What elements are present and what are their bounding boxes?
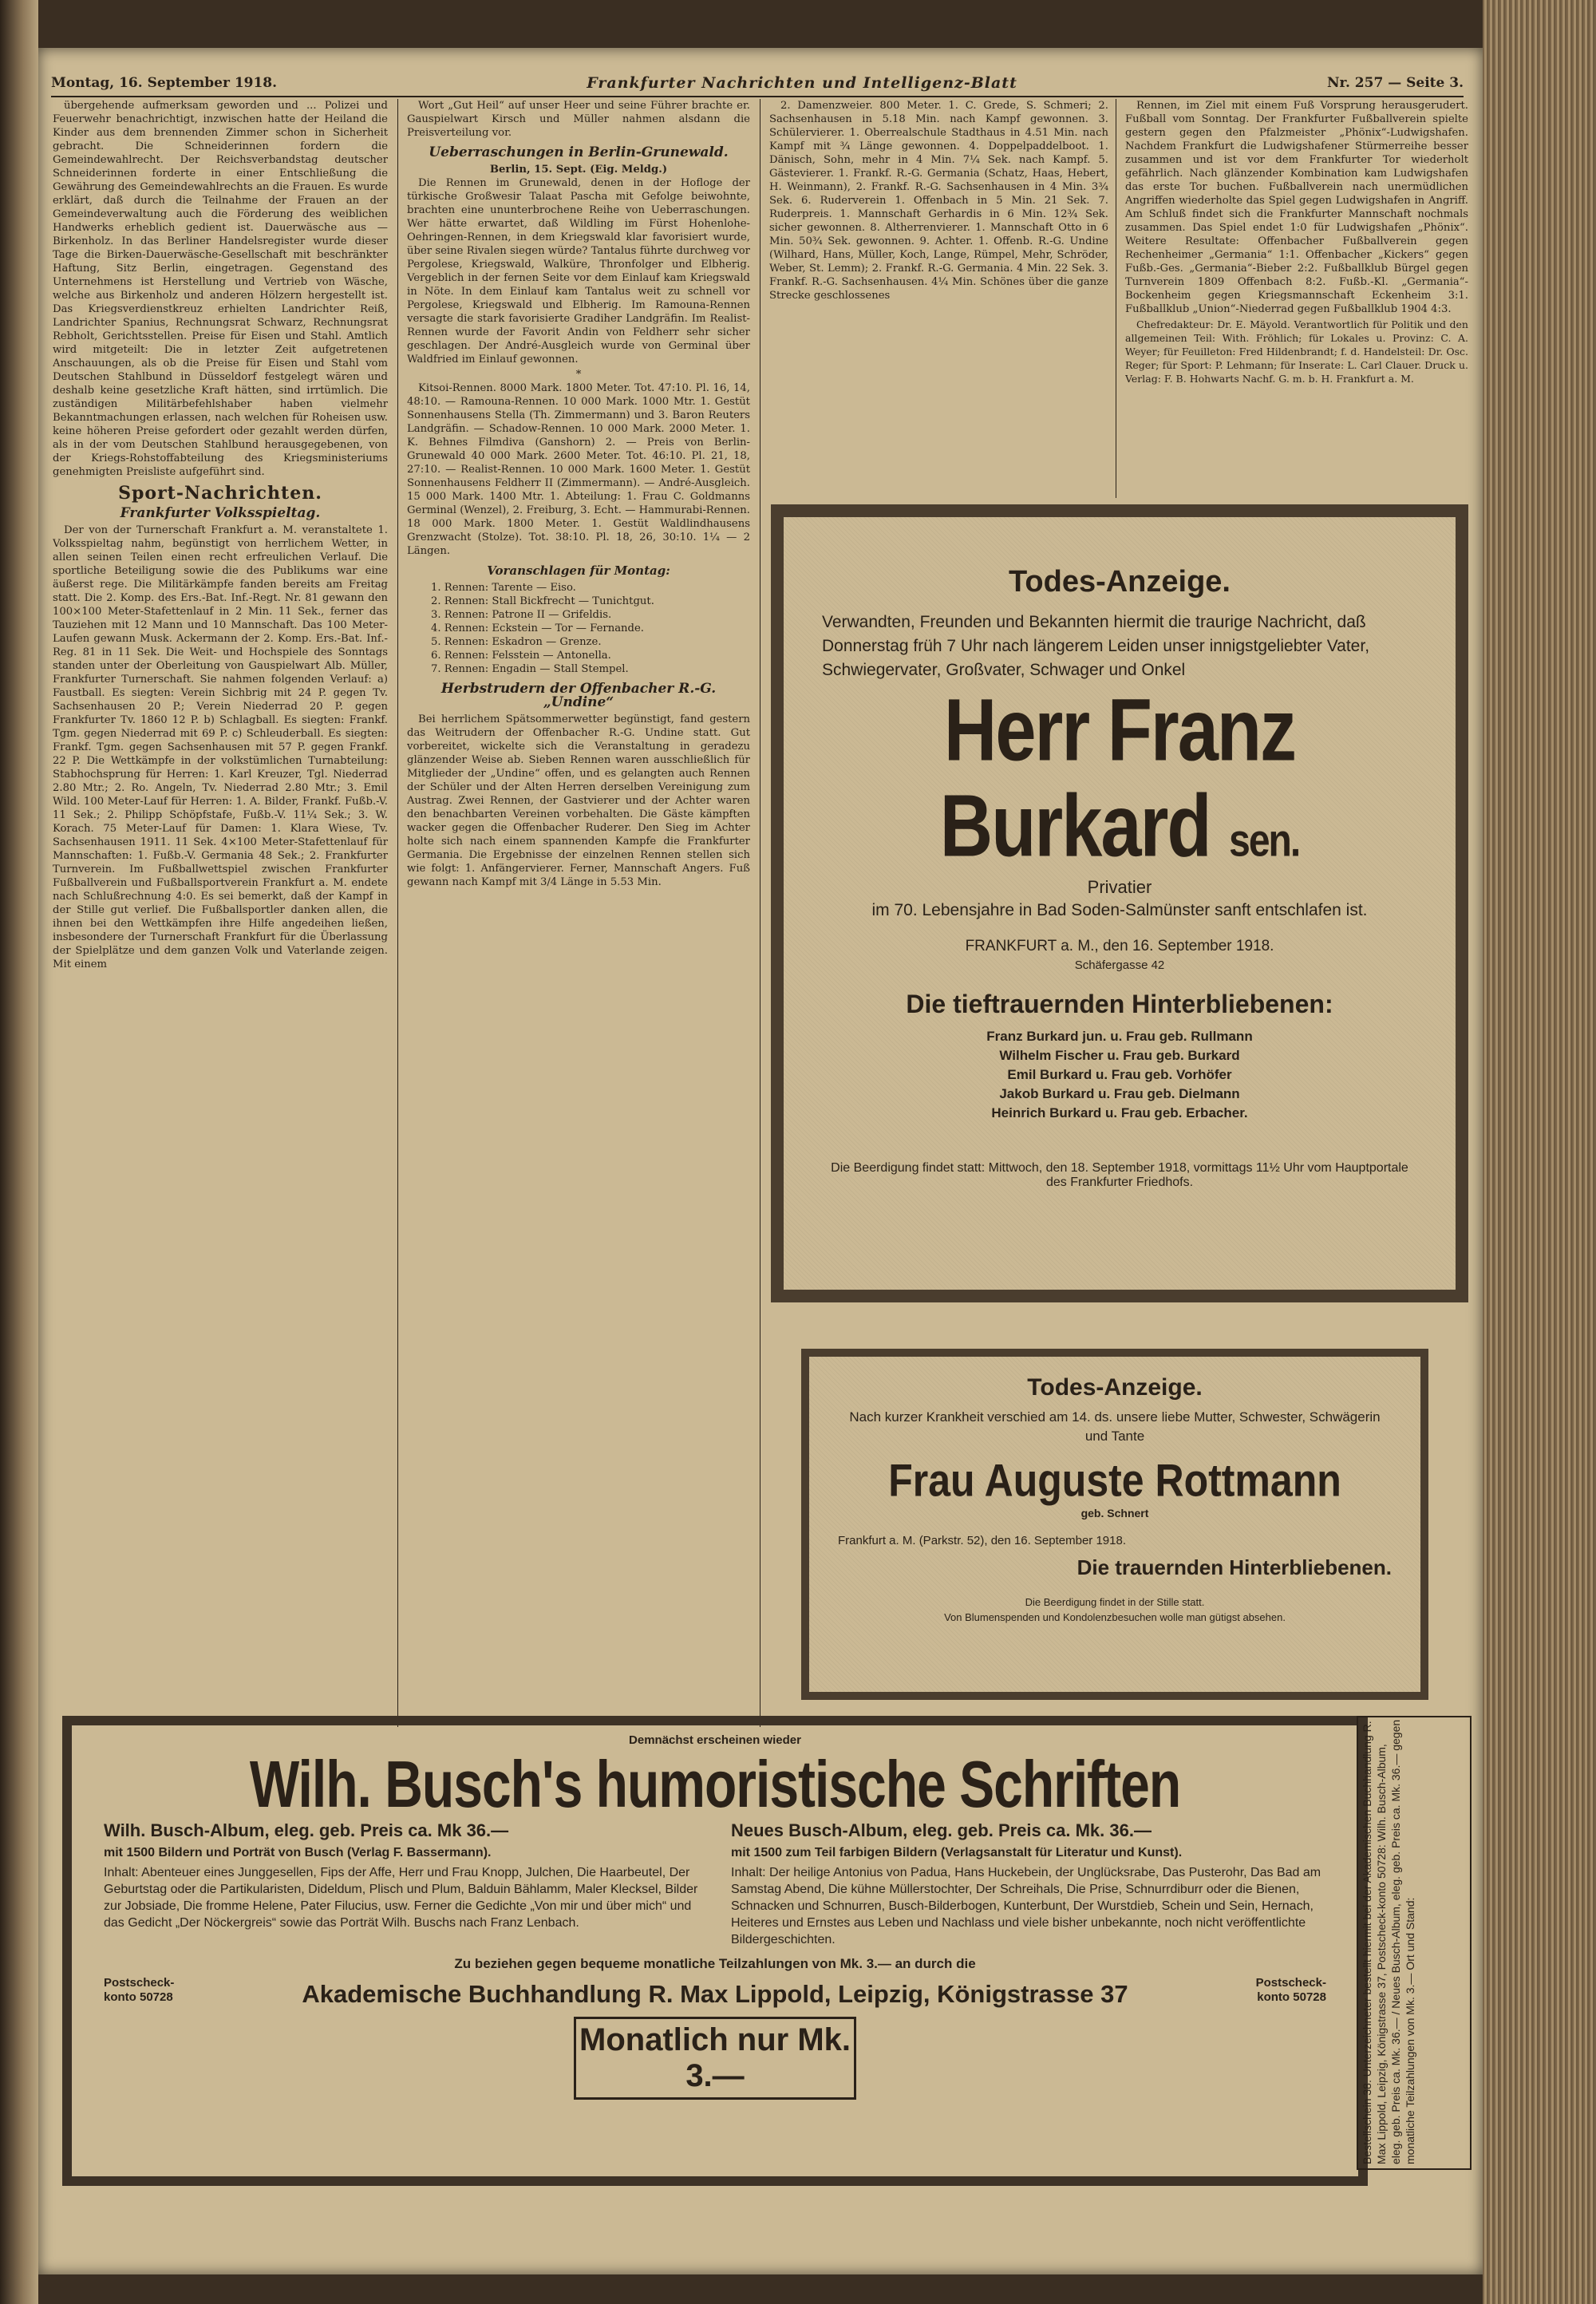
col1-sport-text: Der von der Turnerschaft Frankfurt a. M. veranstaltete 1. Volksspieltag nahm, begünstigt von herrlichem Wetter, in allen seinen Teilen einen recht erfreulichen Verlauf. Die sportliche Beteiligung sowie die des Publikums war eine äußerst rege. Die Militärkämpfe fanden bereits am Freitag statt. Die 2. Komp. des Ers.-Bat. Inf.-Regt. Nr. 81 gewann den 100×100 Meter-Stafettenlauf in 2 Min. 11 Sek., ferner das Tauziehen mit 12 Mann und 10 Mannschaft. Das 100 Meter-Laufen gewann Musk. Ackermann der 2. Komp. Ers.-Bat. Inf.-Reg. 81 in 11 Sek. Die Weit- und Hochspiele des Sonntags standen unter der Oberleitung von Gauspielwart Alb. Müller, Frankfurter Turnerschaft. Sie nahmen folgenden Verlauf: a) Faustball. Es siegten: Verein Sichbrig mit 24 P. gegen Tv. Sachsenhausen 20 P.; Verein Niederrad 20 P. gegen Frankfurter Tv. 1860 12 P. b) Schlagball. Es siegten: Frankf. Tgm. gegen Niederrad mit 69 P. c) Schleuderball. Es siegten: Frankf. Tgm. gegen Sachsenhausen mit 57 P. gegen Frankf. 22 P. Die Wettkämpfe in der volkstümlichen Turnabteilung: Stabhochsprung für Herren: 1. Karl Kreuzer, Tgl. Niederrad 2.80 Mtr.; 2. Ro. Angeln, Tv. Niederrad 2.80 Mtr.; 3. Emil Wild. 100 Meter-Lauf für Herren: 1. A. Bilder, Frankf. Fußb.-V. 11 Sek.; 2. Philipp Schöpfstafe, Fußb.-V. 11¼ Sek.; 3. W. Korach. 75 Meter-Lauf für Damen: 1. Klara Wiese, Tv. Sachsenhausen 1911. 11 Sek. 4×100 Meter-Stafettenlauf für Mannschaften: 1. Fußb.-V. Germania 48 Sek.; 2. Frankfurter Turnverein. Im Fußballwettspiel zwischen Frankfurter Fußballverein und Fußballsportverein Frankfurt a. M. endete nach Schlußrechnung 4:0. Es sei bemerkt, daß der Kampf in der Stille gut verlief. Die Fußballsportler danken allen, die ihnen bei den Wettkämpfen ihre Hilfe angedeihen ließen, insbesondere der Turnerschaft Frankfurt für die Überlassung der Spielplätze und dem ganzen Volk und Vaterlande zeigen. Mit einem	[53, 524, 388, 970]
funeral-info: Die Beerdigung findet statt: Mittwoch, den 18. September 1918, vormittags 11½ Uhr vom Hauptportale des Frankfurter Friedhofs.	[831, 1161, 1408, 1189]
race-results: Kitsoi-Rennen. 8000 Mark. 1800 Meter. Tot. 47:10. Pl. 16, 14, 48:10. — Ramouna-Rennen. 10 000 Mark. 1000 Mtr. 1. Gestüt Sonnenhausens Stella (Th. Zimmermann) und 3. Baron Reuters Landgräfin. — Schadow-Rennen. 10 000 Mark. 2000 Meter. 1. K. Behnes Filmdiva (Ganshorn) 2. — Preis von Berlin-Grunewald 40 000 Mark. 2600 Meter. Tot. 46:10. Pl. 21, 18, 27:10. — Realist-Rennen. 10 000 Mark. 1600 Meter. 1. Gestüt Sonnenhausens Feldherr II (Zimmermann). — André-Ausgleich. 15 000 Mark. 1400 Mtr. 1. Abteilung: 1. Frau C. Goldmanns Germinal (Wenzel), 2. Freiburg, 3. Echt. — Hammurabi-Rennen. 18 000 Mark. 1800 Meter. 1. Gestüt Waldlindhausens Grenzwacht (Stolze). Tot. 38:10. Pl. 18, 26, 30:10. 1¼ — 2 Längen.	[407, 382, 750, 557]
album-left-sub: mit 1500 Bildern und Porträt von Busch (Verlag F. Bassermann).	[104, 1846, 492, 1859]
place-date: Frankfurt a. M. (Parkstr. 52), den 16. September 1918.	[838, 1534, 1127, 1547]
column-1	[53, 99, 388, 1727]
program-item: 3. Rennen: Patrone II — Grifeldis.	[431, 609, 612, 621]
monthly-price: Monatlich nur Mk. 3.—	[574, 2017, 856, 2100]
program-item: 2. Rennen: Stall Bickfrecht — Tunichtgut.	[431, 595, 654, 607]
notice-intro: Verwandten, Freunden und Bekannten hiermit die traurige Nachricht, daß Donnerstag früh 7 Uhr nach längerem Leiden unser innigstgeliebter Vater, Schwiegervater, Großvater, Schwager und Onkel	[822, 613, 1370, 679]
installment-line: Zu beziehen gegen bequeme monatliche Teilzahlungen von Mk. 3.— an durch die	[454, 1956, 976, 1971]
header-date: Montag, 16. September 1918.	[51, 75, 278, 91]
deceased-name-text: Herr Franz Burkard	[939, 682, 1296, 875]
album-right-sub: mit 1500 zum Teil farbigen Bildern (Verlagsanstalt für Literatur und Kunst).	[731, 1846, 1183, 1859]
masthead: Frankfurter Nachrichten und Intelligenz-Blatt	[587, 74, 1017, 92]
album-right	[731, 1822, 1326, 1948]
page-header	[51, 70, 1464, 97]
sport-subheading: Frankfurter Volksspieltag.	[120, 505, 321, 521]
mourner: Heinrich Burkard u. Frau geb. Erbacher.	[991, 1105, 1248, 1120]
program-item: 4. Rennen: Eckstein — Tor — Fernande.	[431, 622, 644, 634]
dateline: Berlin, 15. Sept. (Eig. Meldg.)	[489, 164, 668, 176]
column-2	[407, 99, 750, 1727]
grunewald-text: Die Rennen im Grunewald, denen in der Hofloge der türkische Großwesir Talaat Pascha mit Gefolge beiwohnte, brachten eine ununterbrochene Reihe von Ueberraschungen. Wer hätte erwartet, daß Wildling im Fürst Hohenlohe-Oehringen-Rennen, in dem Kriegswald klar favorisiert wurde, über seine Rivalen siegen würde? Tantalus führte durchweg vor Pergolese, Kriegswald, Walküre, Thronfolger und Elbherig. Vergeblich in der fernen Seite vor dem Einlauf kam Kriegswald in Nöte. In dem Einlauf kam Tantalus weit zu schnell vor Pergolese, Kriegswald und Elbherig. Im Ramouna-Rennen versagte die stark favorisierte Gradiher Landgräfin. Im Realist-Rennen wurde der Favorit Andin von Feldherr sehr sicher geschlagen. Der André-Ausgleich wurde von Germinal über Waldfried im Einlauf gewonnen.	[407, 177, 750, 366]
postscheck-left: Postscheck-konto 50728	[104, 1976, 175, 2004]
page-stack-edge	[1483, 0, 1596, 2304]
announcement: Demnächst erscheinen wieder	[629, 1733, 801, 1747]
program-item: 1. Rennen: Tarente — Eiso.	[431, 582, 576, 594]
column-3	[769, 99, 1108, 498]
ad-title: Wilh. Busch's humoristische Schriften	[249, 1746, 1181, 1821]
grunewald-heading: Ueberraschungen in Berlin-Grunewald.	[429, 144, 729, 160]
col4-text: Rennen, im Ziel mit einem Fuß Vorsprung herausgerudert. Fußball vom Sonntag. Der Frankfurter Fußballverein spielte gestern gegen den Pfalzmeister „Phönix“-Ludwigshafen. Nachdem Frankfurt die Ludwigshafener Stürmerreihe besser zusammen und ist vor dem Frankfurter Tor wiederholt gefährlich. Nach glänzender Kombination kam Ludwigshafen das erste Tor buchen. Fußballverein nach unermüdlichen Angriffen wiederholte das Spiel gegen Ludwigshafen in Angriff. Am Schluß findet sich die Frankfurter Mannschaft nochmals zusammen. Das Spiel endet 1:0 für Ludwigshafen „Phönix“. Weitere Resultate: Offenbacher Fußballverein gegen Rechenheimer „Germania“ 1:1. Offenbacher „Kickers“ gegen Fußb.-Ges. „Germania“-Bieber 2:2. Fußballklub Bürgel gegen Turnverein 1809 Offenbach 8:2. Fußb.-Kl. „Germania“-Bockenheim gegen Kriegsmannschaft Eckenheim 3:1. Fußballklub „Union“-Niederrad gegen Fußballklub 1904 4:3.	[1125, 100, 1468, 315]
address: Schäfergasse 42	[1074, 958, 1165, 972]
page-gutter-left	[0, 0, 38, 2304]
album-left-contents: Inhalt: Abenteuer eines Junggesellen, Fips der Affe, Herr und Frau Knopp, Julchen, Die Haarbeutel, Der Geburtstag oder die Partikularisten, Dideldum, Plisch und Plum, Balduin Bählamm, Maler Klecksel, Bilder zur Jobsiade, Die fromme Helene, Pater Filucius, usw. Ferner die Gedichte „Von mir und über mich“ und das Gedicht „Der Nöckergreis“ sowie das Porträt Wilh. Buschs nach Franz Lenbach.	[104, 1866, 698, 1930]
order-form[interactable]	[1357, 1716, 1472, 2170]
publisher: Akademische Buchhandlung R. Max Lippold, Leipzig, Königstrasse 37	[302, 1980, 1128, 2008]
undine-text: Bei herrlichem Spätsommerwetter begünstigt, fand gestern das Weitrudern der Offenbacher R.-G. Undine statt. Gut vorbereitet, wickelte sich die Veranstaltung in geradezu glänzender Weise ab. Sieben Rennen waren ausschließlich für Mitglieder der „Undine“ offen, und es gelangten auch Rennen der Schüler und der Alten Herren derselben Vereinigung zum Austrag. Zwei Rennen, der Gastvierer und der Achter waren den benachbarten Vereinen vorbehalten. Die Gäste kämpften wacker gegen die Offenbacher Ruderer. Den Sieg im Achter holte sich nach einem spannenden Kampfe die Frankfurter Germania. Die Ergebnisse der einzelnen Rennen stellen sich wie folgt: 1. Anfängervierer. Ferner, Mannschaft Angers. Fuß gewann nach Kampf mit 3/4 Länge in 5.53 Min.	[407, 713, 750, 888]
sport-heading: Sport-Nachrichten.	[118, 483, 322, 504]
column-4	[1125, 99, 1468, 498]
album-right-title: Neues Busch-Album, eleg. geb. Preis ca. Mk. 36.—	[731, 1820, 1152, 1840]
program-item: 6. Rennen: Felsstein — Antonella.	[431, 650, 611, 662]
program-item: 7. Rennen: Engadin — Stall Stempel.	[431, 663, 629, 675]
maiden-name: geb. Schnert	[1080, 1507, 1149, 1520]
mourner: Jakob Burkard u. Frau geb. Dielmann	[999, 1086, 1240, 1101]
album-columns	[104, 1822, 1326, 1948]
col1-text-top: übergehende aufmerksam geworden und ... Polizei und Feuerwehr benachrichtigt, inzwischen hatte der Heiland die Kinder aus dem brennenden Zimmer schon in Sicherheit gebracht. Die Schneiderinnen fordern die Gemeindewahlrecht. Der Reichsverbandstag deutscher Schneiderinnen forderte in einer Entschließung die Gewährung des Gemeindewahlrechts an die Frauen. Es wurde erklärt, daß durch die Teilnahme der Frauen an der Gemeindeverwaltung auch die Förderung des weiblichen Handwerks erheblich gedient ist. Dauerwäsche aus — Birkenholz. In das Berliner Handelsregister wurde dieser Tage die Birken-Dauerwäsche-Gesellschaft mit beschränkter Haftung, Sitz Berlin, eingetragen. Gegenstand des Unternehmens ist Herstellung und Vertrieb von Wäsche, welche aus Birkenholz und anderen Hölzern hergestellt ist. Das Kriegsverdienstkreuz erhielten Landrichter Reiß, Landrichter Spanius, Rechnungsrat Schwarz, Rechnungsrat Rebholt, Gerichtsstellen. Preise für Eisen und Stahl. Amtlich wird mitgeteilt: Die in letzter Zeit aufgetretenen Anschauungen, als ob die Preise für Eisen und Stahl vom Deutschen Stahlbund in Düsseldorf festgelegt wären und deshalb keine gesetzliche Kraft hätten, sind irrtümlich. Die zuständigen Militärbefehlshaber haben vielmehr Bekanntmachungen erlassen, nach welchen für Roheisen usw. keine höheren Preise gefordert oder gezahlt werden dürfen, als in der vom Deutschen Stahlbund herausgegebenen, von der Kriegs-Rohstoffabteilung des Kriegsministeriums genehmigten Preisliste aufgeführt sind.	[53, 100, 388, 478]
notice-title: Todes-Anzeige.	[1009, 565, 1231, 599]
condolence-note: Von Blumenspenden und Kondolenzbesuchen wolle man gütigst absehen.	[944, 1611, 1286, 1623]
separator-asterisk: *	[575, 369, 582, 381]
program-heading: Voranschlagen für Montag:	[487, 563, 670, 578]
album-right-contents: Inhalt: Der heilige Antonius von Padua, Hans Huckebein, der Unglücksrabe, Das Pusterohr, Das Bad am Samstag Abend, Die kühne Müllerstochter, Der Schreihals, Die Prise, Schnurrdiburr oder die Bienen, Schnacken und Schnurren, Busch-Bilderbogen, Kunterbunt, Der Wurstdieb, Schein und Sein, Hernach, Heiteres und Ernstes aus Leben und Nachlass und viele bisher unbekannte, noch nicht veröffentlichte Bildergeschichten.	[731, 1866, 1321, 1946]
deceased-name: Frau Auguste Rottmann	[888, 1454, 1341, 1507]
album-left-title: Wilh. Busch-Album, eleg. geb. Preis ca. Mk 36.—	[104, 1820, 509, 1840]
order-form-text: Bestellschein 38. Unterzeichneter bestellt hiermit bei der Akademischen Buchhandlung R. Max Lippold, Leipzig, Königstrasse 37, Postscheck-konto 50728: Wilh. Busch-Album, eleg. geb. Preis ca. Mk. 36.— / Neues Busch-Album, eleg. geb. Preis ca. Mk. 36.— gegen monatliche Teilzahlungen von Mk. 3.— Ort und Stand:	[1361, 1719, 1416, 2164]
col2-text-top: Wort „Gut Heil“ auf unser Heer und seine Führer brachte er. Gauspielwart Kirsch und Müller nahmen alsdann die Preisverteilung vor.	[407, 100, 750, 139]
postscheck-right: Postscheck-konto 50728	[1255, 1976, 1326, 2004]
notice-title: Todes-Anzeige.	[1027, 1374, 1203, 1401]
mourners-list	[822, 1027, 1417, 1123]
column-rule	[397, 99, 398, 1727]
death-notice-rottmann	[801, 1349, 1428, 1700]
issue-number: Nr. 257 — Seite 3.	[1327, 75, 1464, 91]
mourners: Die trauernden Hinterbliebenen.	[1077, 1555, 1392, 1579]
name-suffix: sen.	[1229, 816, 1300, 867]
busch-advertisement	[62, 1716, 1368, 2186]
age-line: im 70. Lebensjahre in Bad Soden-Salmünster sanft entschlafen ist.	[871, 901, 1368, 919]
death-notice-burkard	[771, 504, 1468, 1302]
deceased-name	[822, 682, 1417, 889]
col3-text: 2. Damenzweier. 800 Meter. 1. C. Grede, S. Schmeri; 2. Sachsenhausen in 5.18 Min. nach Kampf gewonnen. 3. Schülervierer. 1. Oberrealschule Stadthaus in 4.51 Min. nach Kampf mit ¾ Länge gewonnen. 4. Doppelpaddelboot. 1. Dänisch, Sohn, mehr in 4 Min. 7¼ Sek. nach Kampf. 5. Gästevierer. 1. Frankf. R.-G. Germania (Schatz, Haas, Hebert, H. Weinmann), 2. Frankf. R.-G. Sachsenhausen in 4 Min. 3¾ Sek. 6. Ruderverein 1. Offenbach in 5 Min. 21 Sek. 7. Ruderpreis. 1. Mannschaft Gerhardis in 6 Min. 12¾ Sek. sicher gewonnen. 8. Altherrenvierer. 1. Mannschaft Otto in 6 Min. 50¾ Sek. gewonnen. 9. Achter. 1. Offenb. R.-G. Undine (Wilhard, Hans, Müller, Koch, Lange, Rümpel, Mehr, Schröder, Weber, St. Lemm); 2. Frankf. R.-G. Germania. 4 Min. 22 Sek. 3. Frankf. R.-G. Sachsenhausen. 4¼ Min. Schönes über die ganze Strecke geschlossenes	[769, 100, 1108, 302]
mourner: Emil Burkard u. Frau geb. Vorhöfer	[1007, 1067, 1232, 1082]
program-list	[407, 581, 750, 676]
undine-heading: Herbstrudern der Offenbacher R.-G. „Undine“	[440, 681, 717, 710]
imprint: Chefredakteur: Dr. E. Mäyold. Verantwortlich für Politik und den allgemeinen Teil: With. Fröhlich; für Lokales u. Provinz: C. A. Weyer; für Feuilleton: Fred Hildenbrandt; f. d. Handelsteil: Dr. Osc. Reger; für Sport: P. Lehmann; für Inserate: L. Carl Clauer. Druck u. Verlag: F. B. Hohwarts Nachf. G. m. b. H. Frankfurt a. M.	[1125, 318, 1468, 385]
program-item: 5. Rennen: Eskadron — Grenze.	[431, 636, 602, 648]
mourner: Wilhelm Fischer u. Frau geb. Burkard	[999, 1048, 1240, 1063]
funeral-info: Die Beerdigung findet in der Stille statt.	[1025, 1596, 1205, 1608]
place-date: FRANKFURT a. M., den 16. September 1918.	[965, 938, 1274, 954]
notice-intro: Nach kurzer Krankheit verschied am 14. ds. unsere liebe Mutter, Schwester, Schwägerin und Tante	[849, 1409, 1381, 1444]
occupation: Privatier	[1087, 877, 1152, 897]
album-left	[104, 1822, 699, 1948]
mourner: Franz Burkard jun. u. Frau geb. Rullmann	[986, 1029, 1253, 1044]
mourners-heading: Die tieftrauernden Hinterbliebenen:	[906, 990, 1333, 1018]
